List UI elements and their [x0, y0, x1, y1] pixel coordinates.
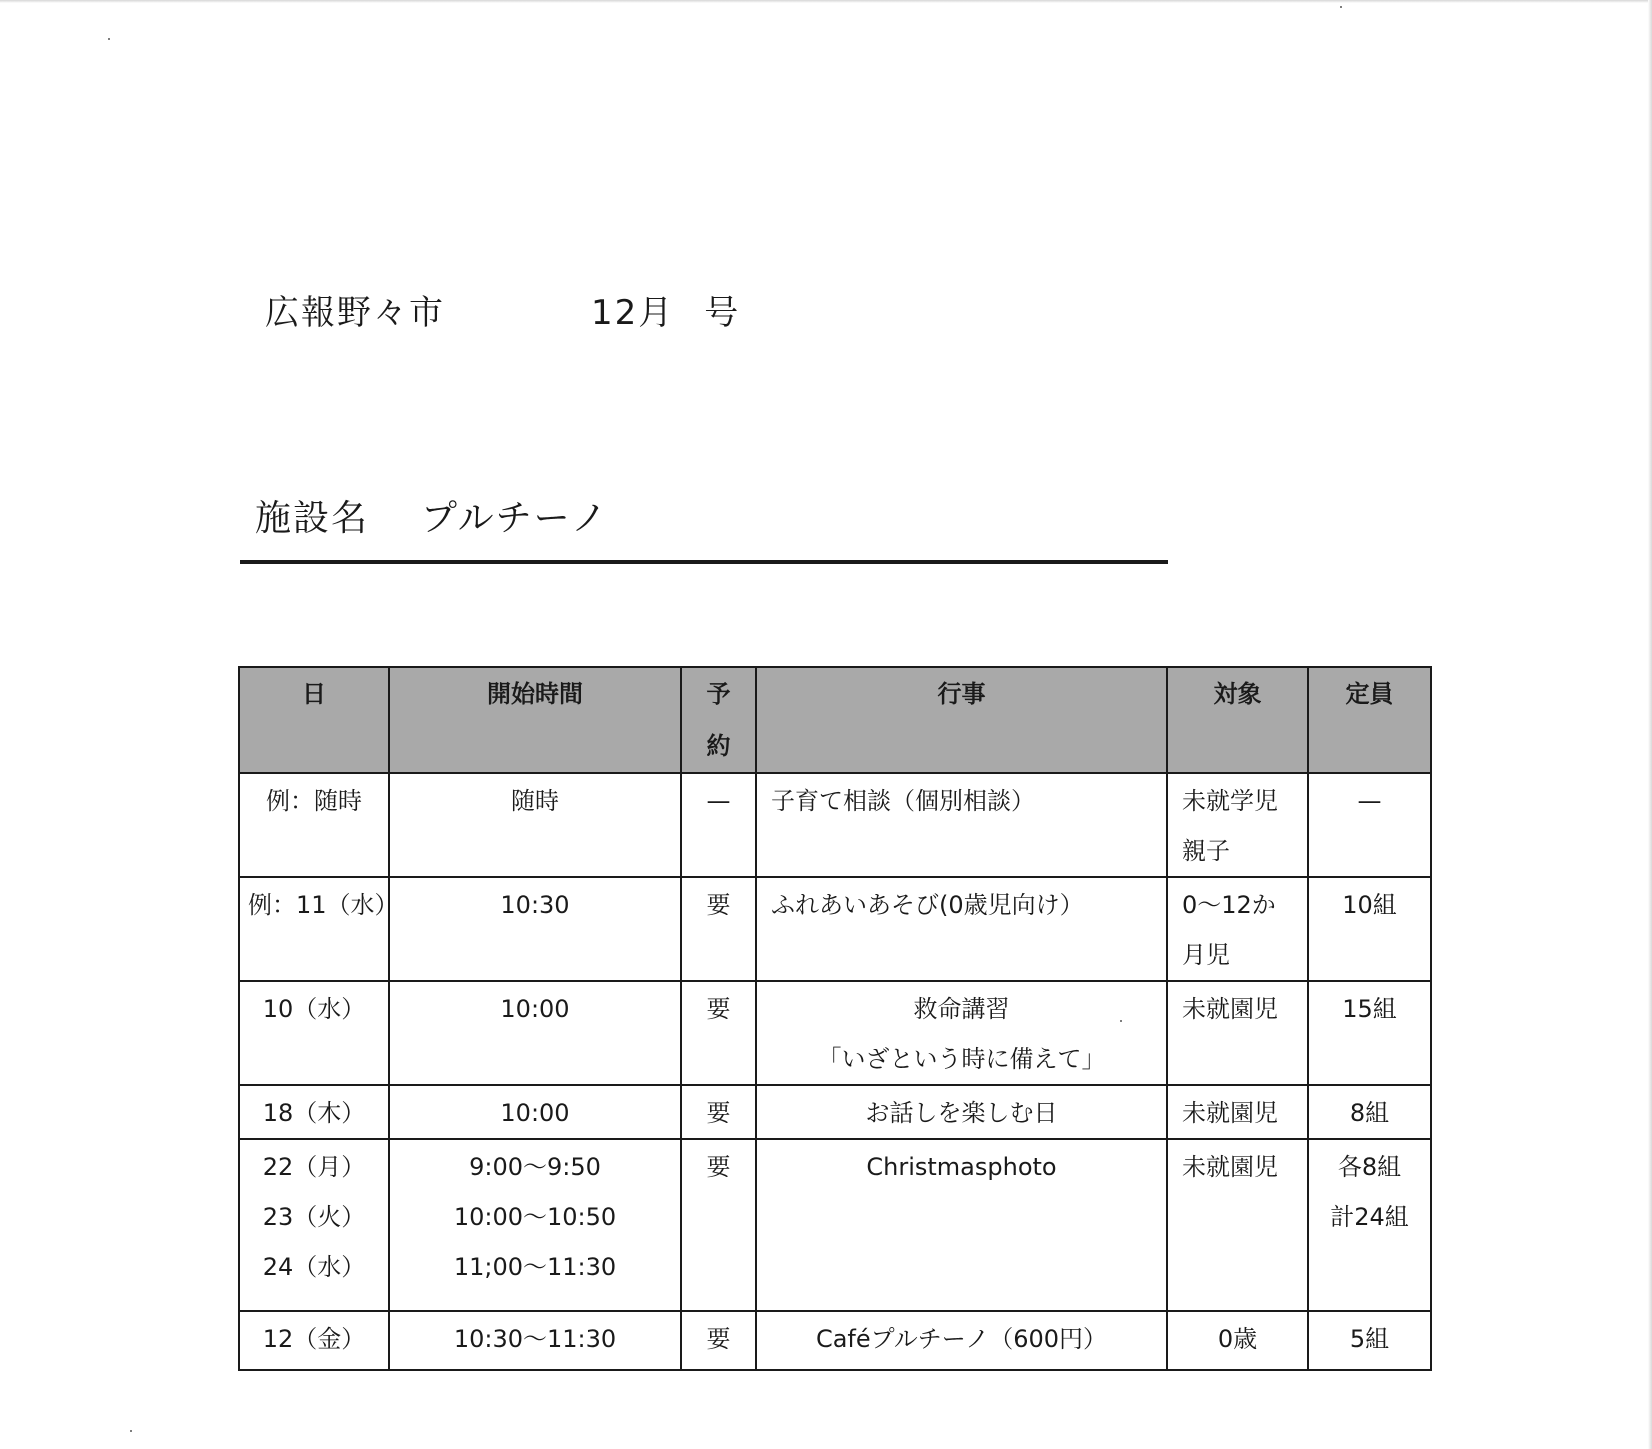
cell-reservation: 要	[681, 1311, 756, 1370]
cell-event	[756, 773, 1167, 877]
publication-header	[265, 285, 741, 334]
scan-speck	[1340, 6, 1342, 8]
cell-reservation: 要	[681, 981, 756, 1085]
cell-reservation: 要	[681, 877, 756, 981]
cell-text: 月児	[1182, 941, 1230, 969]
cell-text: 15組	[1342, 995, 1397, 1023]
column-header-event: 行事	[756, 667, 1167, 773]
cell-target	[1167, 1139, 1308, 1311]
cell-time	[389, 981, 681, 1085]
column-header-reservation	[681, 667, 756, 773]
table-row	[239, 1139, 1431, 1311]
cell-reservation: 要	[681, 1085, 756, 1139]
cell-text: 例：随時	[266, 787, 362, 815]
cell-capacity	[1308, 1311, 1431, 1370]
column-header-reservation-line: 予	[706, 680, 731, 708]
cell-time	[389, 877, 681, 981]
cell-time	[389, 1311, 681, 1370]
cell-text: 0～12か	[1182, 891, 1276, 919]
cell-event	[756, 1085, 1167, 1139]
cell-text: 0歳	[1217, 1325, 1258, 1353]
cell-date	[239, 1311, 389, 1370]
cell-capacity	[1308, 1085, 1431, 1139]
cell-event	[756, 877, 1167, 981]
column-header-target: 対象	[1167, 667, 1308, 773]
table-header-row	[239, 667, 1431, 773]
cell-target	[1167, 773, 1308, 877]
cell-text: Christmasphoto	[866, 1153, 1057, 1181]
column-header-start-time: 開始時間	[389, 667, 681, 773]
cell-date	[239, 877, 399, 981]
cell-text: 未就園児	[1182, 995, 1278, 1023]
cell-text: 未就学児	[1182, 787, 1278, 815]
cell-text: 9:00～9:50	[469, 1153, 601, 1181]
cell-text: 随時	[511, 787, 559, 815]
facility-heading	[255, 490, 609, 541]
cell-date	[239, 1139, 389, 1311]
cell-time	[389, 1085, 681, 1139]
scan-speck	[108, 38, 110, 40]
facility-underline	[240, 560, 1168, 564]
cell-text: 10:30	[500, 891, 570, 919]
cell-target	[1167, 877, 1308, 981]
cell-text: 18（木）	[262, 1099, 366, 1127]
cell-text: 救命講習	[913, 995, 1010, 1023]
scan-speck	[130, 1430, 132, 1432]
table-row	[239, 1085, 1431, 1139]
cell-text: 子育て相談（個別相談）	[771, 787, 1035, 815]
cell-text: 10:00～10:50	[453, 1203, 617, 1231]
cell-date	[239, 773, 389, 877]
cell-event	[756, 1139, 1167, 1311]
cell-date	[239, 981, 389, 1085]
cell-text: 22（月）	[262, 1153, 366, 1181]
cell-text: 24（水）	[262, 1253, 366, 1281]
facility-name: プルチーノ	[421, 498, 609, 539]
cell-time	[389, 1139, 681, 1311]
cell-target	[1167, 981, 1308, 1085]
cell-event	[756, 981, 1167, 1085]
cell-text: 各8組	[1337, 1153, 1402, 1181]
scan-edge-right	[1648, 0, 1652, 1449]
table-row	[239, 981, 1431, 1085]
schedule-table	[238, 666, 1432, 1371]
column-header-date: 日	[239, 667, 389, 773]
cell-capacity	[1308, 981, 1431, 1085]
cell-text: 計24組	[1330, 1203, 1409, 1231]
cell-event	[756, 1311, 1167, 1370]
cell-text: 10（水）	[262, 995, 366, 1023]
issue-month: 12月	[591, 293, 675, 333]
cell-text: Caféプルチーノ（600円）	[815, 1325, 1108, 1353]
cell-capacity	[1308, 877, 1431, 981]
cell-text: 10:00	[500, 1099, 570, 1127]
scan-edge-top	[0, 0, 1652, 3]
cell-text: 10組	[1342, 891, 1397, 919]
cell-date	[239, 1085, 389, 1139]
cell-target	[1167, 1311, 1308, 1370]
cell-reservation: 要	[681, 1139, 756, 1311]
cell-text: 10:00	[500, 995, 570, 1023]
cell-text: 10:30～11:30	[453, 1325, 617, 1353]
cell-text: —	[1357, 787, 1382, 815]
cell-text: 「いざという時に備えて」	[817, 1045, 1106, 1073]
cell-text: 8組	[1349, 1099, 1390, 1127]
facility-label: 施設名	[255, 498, 370, 539]
table-row	[239, 877, 1431, 981]
cell-text: 未就園児	[1182, 1153, 1278, 1181]
cell-capacity	[1308, 1139, 1431, 1311]
cell-text: 11;00～11:30	[453, 1253, 617, 1281]
cell-text: 5組	[1349, 1325, 1390, 1353]
publication-title: 広報野々市	[265, 293, 445, 333]
cell-target	[1167, 1085, 1308, 1139]
cell-text: 親子	[1182, 837, 1230, 865]
issue-suffix: 号	[704, 293, 741, 333]
cell-reservation: —	[681, 773, 756, 877]
column-header-reservation-line: 約	[706, 732, 731, 760]
cell-capacity	[1308, 773, 1431, 877]
table-row	[239, 773, 1431, 877]
cell-text: ふれあいあそび(0歳児向け）	[771, 891, 1084, 919]
cell-text: 例：11（水）	[248, 891, 399, 919]
issue-label	[591, 285, 740, 334]
cell-time	[389, 773, 681, 877]
cell-text: お話しを楽しむ日	[865, 1099, 1058, 1127]
cell-text: 23（火）	[262, 1203, 366, 1231]
table-row	[239, 1311, 1431, 1370]
cell-text: 12（金）	[262, 1325, 366, 1353]
cell-text: 未就園児	[1182, 1099, 1278, 1127]
column-header-capacity: 定員	[1308, 667, 1431, 773]
